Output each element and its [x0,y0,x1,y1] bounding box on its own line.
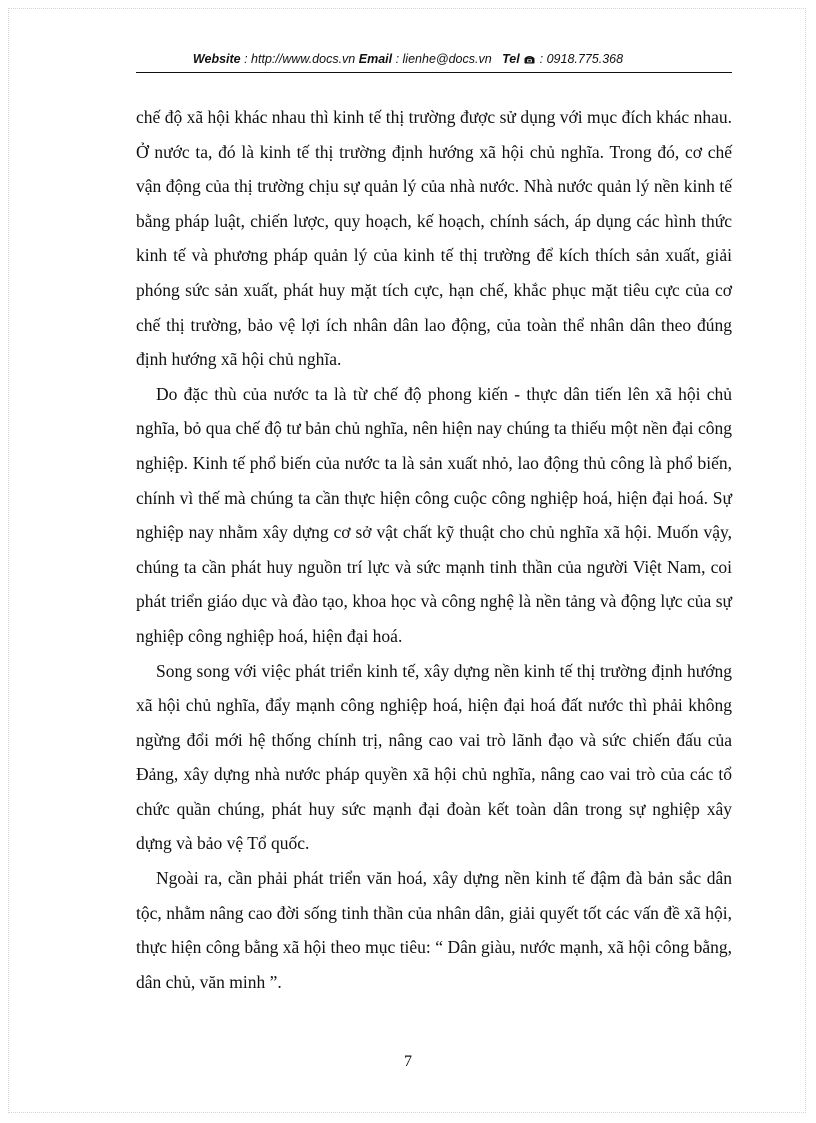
email-label: Email [358,52,393,66]
document-body [136,100,732,999]
page-header [0,52,816,66]
email-address[interactable]: lienhe@docs.vn [402,52,492,66]
tel-number[interactable]: 0918.775.368 [546,52,624,66]
email-separator: : [392,52,403,66]
paragraph-1: chế độ xã hội khác nhau thì kinh tế thị trường được sử dụng với mục đích khác nhau. Ở nước ta, đó là kinh tế thị trường định hướng xã hội chủ nghĩa. Trong đó, cơ chế vận động của thị trường chịu sự quản lý của nhà nước. Nhà nước quản lý nền kinh tế bằng pháp luật, chiến lược, quy hoạch, kế hoạch, chính sách, áp dụng các hình thức kinh tế và phương pháp quản lý của kinh tế thị trường để kích thích sản xuất, giải phóng sức sản xuất, phát huy mặt tích cực, hạn chế, khắc phục mặt tiêu cực của cơ chế thị trường, bảo vệ lợi ích nhân dân lao động, của toàn thể nhân dân theo đúng định hướng xã hội chủ nghĩa. [136,107,732,370]
phone-icon [524,53,535,62]
paragraph-4: Ngoài ra, cần phải phát triển văn hoá, xây dựng nền kinh tế đậm đà bản sắc dân tộc, nhằm nâng cao đời sống tinh thần của nhân dân, giải quyết tốt các vấn đề xã hội, thực hiện công bằng xã hội theo mục tiêu: “ Dân giàu, nước mạnh, xã hội công bằng, dân chủ, văn minh ”. [136,868,732,992]
website-label: Website [192,52,241,66]
page-number: 7 [404,1053,412,1070]
website-url[interactable]: http://www.docs.vn [251,52,356,66]
tel-separator: : [536,52,547,66]
header-rule [136,72,732,73]
paragraph-2: Do đặc thù của nước ta là từ chế độ phong kiến - thực dân tiến lên xã hội chủ nghĩa, bỏ qua chế độ tư bản chủ nghĩa, nên hiện nay chúng ta thiếu một nền đại công nghiệp. Kinh tế phổ biến của nước ta là sản xuất nhỏ, lao động thủ công là phổ biến, chính vì thế mà chúng ta cần thực hiện công cuộc công nghiệp hoá, hiện đại hoá. Sự nghiệp nay nhằm xây dựng cơ sở vật chất kỹ thuật cho chủ nghĩa xã hội. Muốn vậy, chúng ta cần phát huy nguồn trí lực và sức mạnh tinh thần của người Việt Nam, coi phát triển giáo dục và đào tạo, khoa học và công nghệ là nền tảng và động lực của sự nghiệp công nghiệp hoá, hiện đại hoá. [136,383,732,646]
website-separator: : [240,52,252,66]
paragraph-3: Song song với việc phát triển kinh tế, xây dựng nền kinh tế thị trường định hướng xã hội chủ nghĩa, đẩy mạnh công nghiệp hoá, hiện đại hoá đất nước thì phải không ngừng đổi mới hệ thống chính trị, nâng cao vai trò lãnh đạo và sức chiến đấu của Đảng, xây dựng nhà nước pháp quyền xã hội chủ nghĩa, nâng cao vai trò của các tổ chức quần chúng, phát huy sức mạnh đại đoàn kết toàn dân trong sự nghiệp xây dựng và bảo vệ Tổ quốc. [136,660,732,854]
tel-label: Tel [502,52,520,66]
